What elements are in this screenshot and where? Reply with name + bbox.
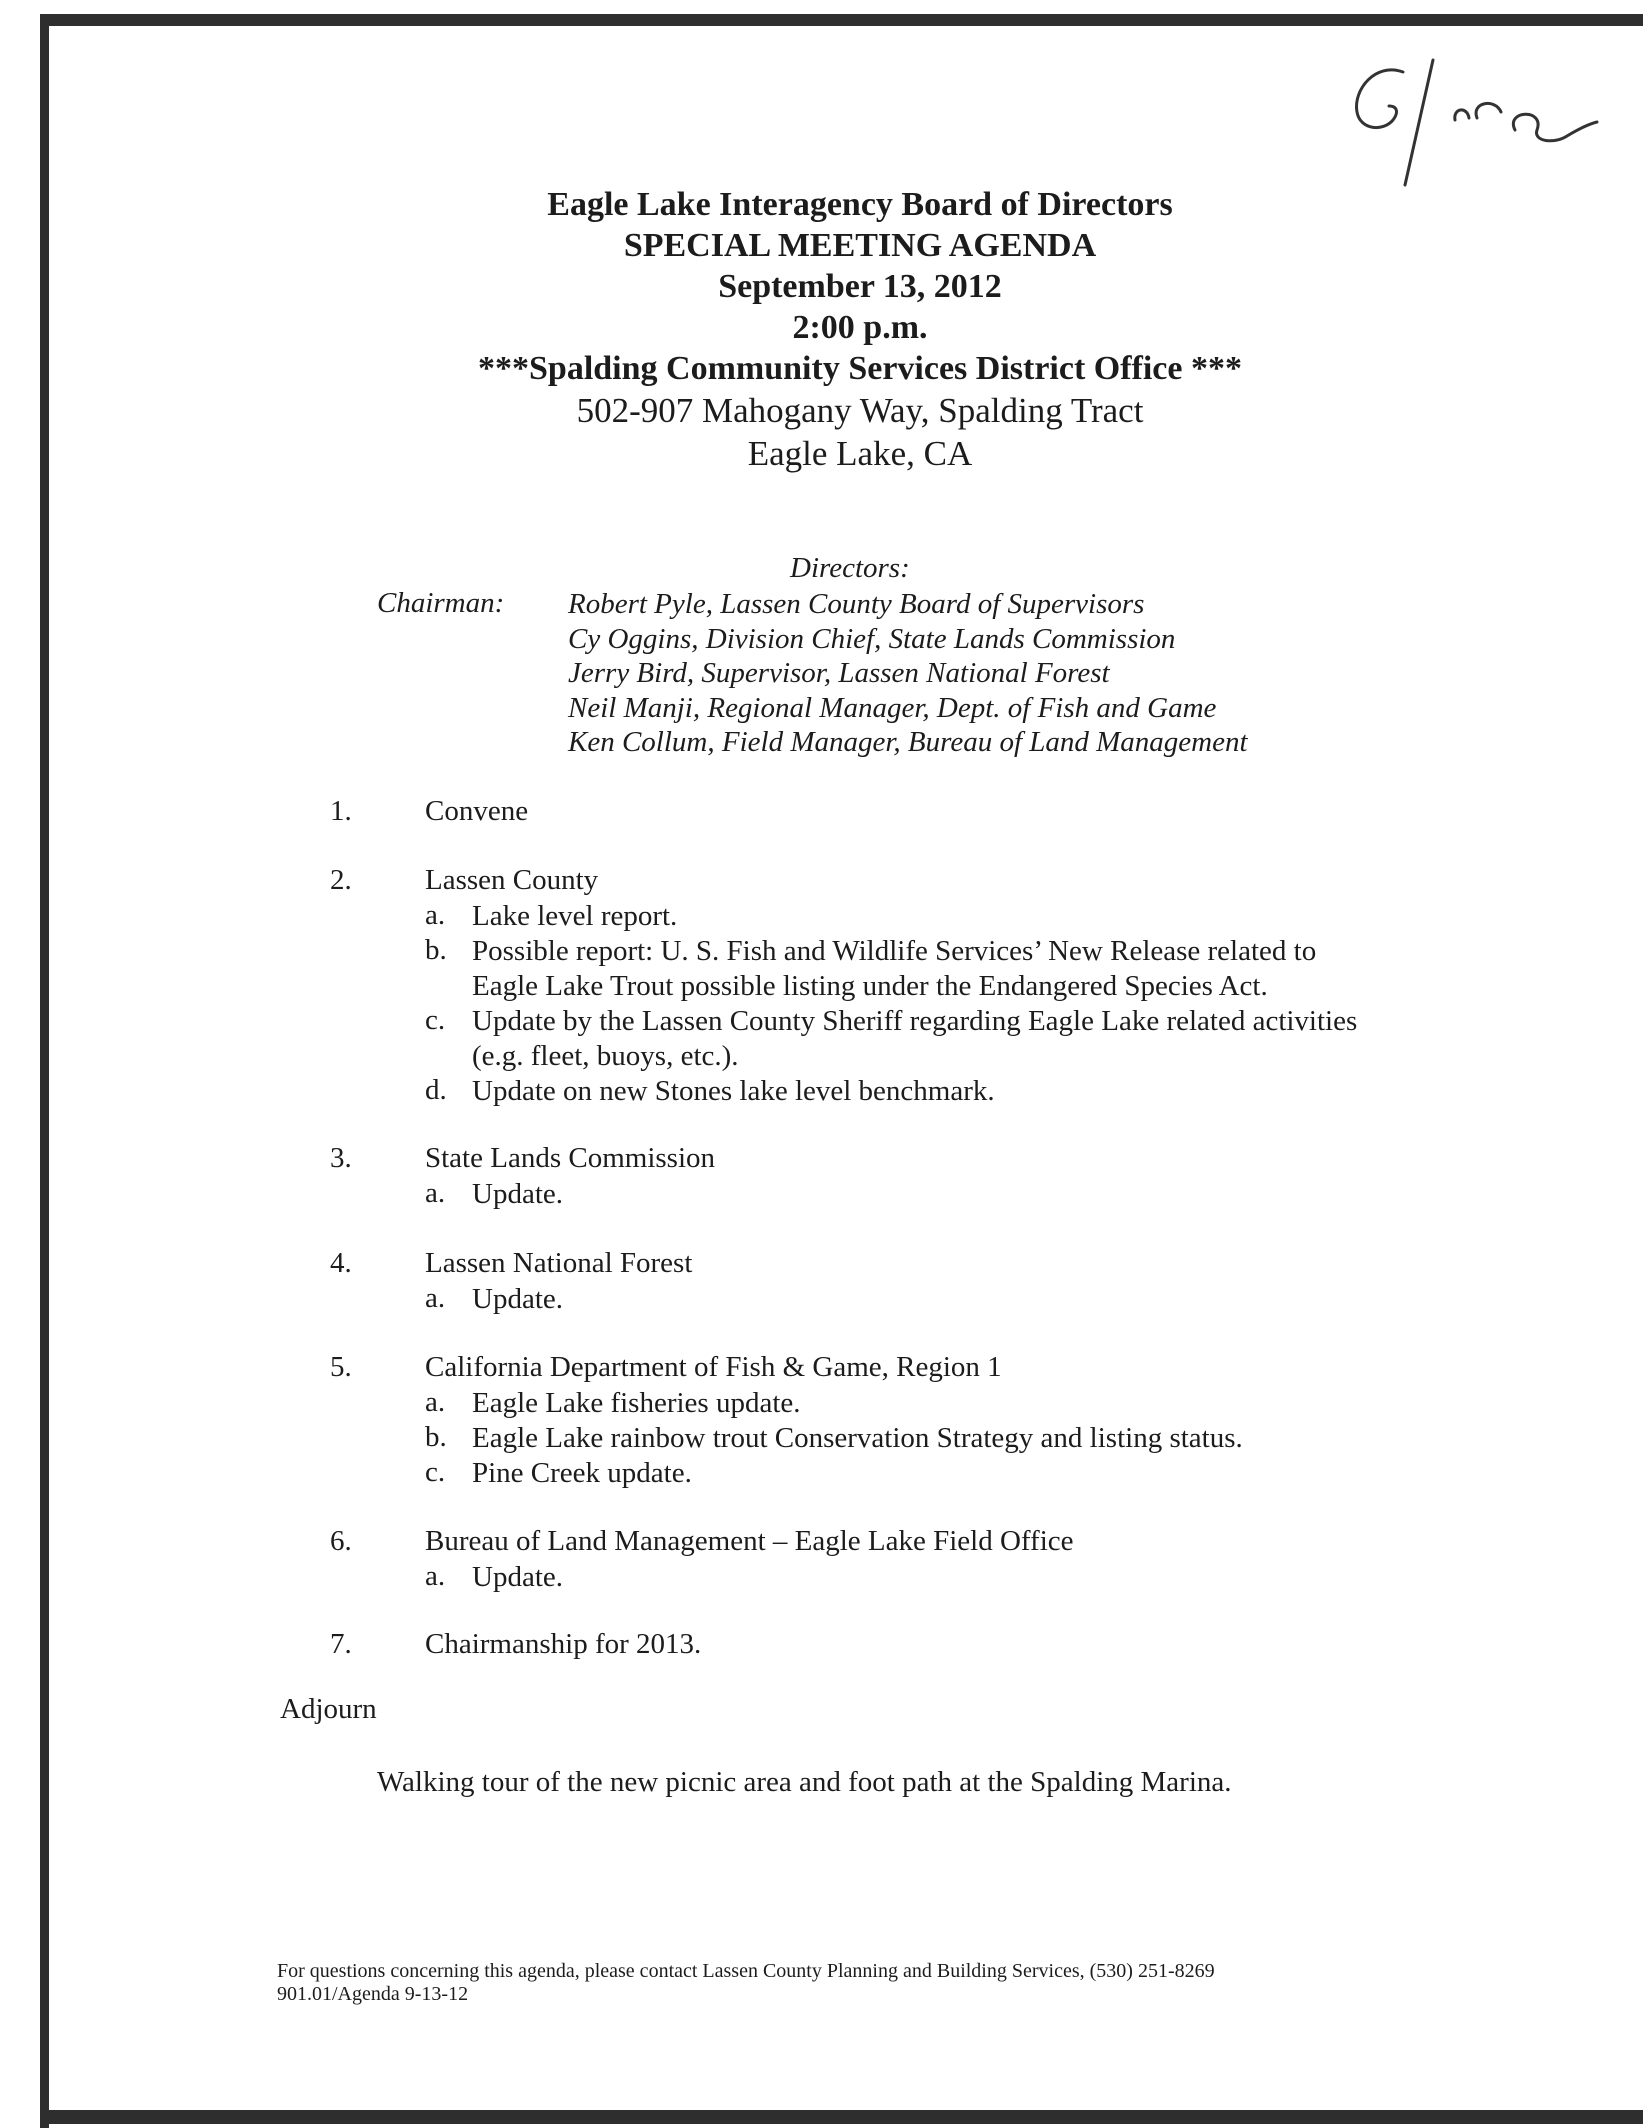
agenda-header bbox=[300, 184, 1420, 475]
item-number: 5. bbox=[330, 1351, 352, 1383]
item-number: 3. bbox=[330, 1142, 352, 1174]
adjourn-label: Adjourn bbox=[280, 1693, 377, 1725]
directors-list bbox=[568, 587, 1248, 760]
director-entry: Jerry Bird, Supervisor, Lassen National Forest bbox=[568, 657, 1110, 689]
item-number: 7. bbox=[330, 1628, 352, 1660]
walking-tour-note: Walking tour of the new picnic area and foot path at the Spalding Marina. bbox=[377, 1766, 1232, 1798]
sub-item-text: Update on new Stones lake level benchmark. bbox=[472, 1075, 995, 1107]
agenda-footer bbox=[277, 1960, 1215, 2006]
sub-item-letter: a. bbox=[425, 1282, 446, 1314]
chairman-label: Chairman: bbox=[377, 587, 505, 619]
sub-item-letter: a. bbox=[425, 1560, 446, 1592]
sub-item-text: Update. bbox=[472, 1561, 563, 1593]
item-number: 2. bbox=[330, 864, 352, 896]
meeting-type: SPECIAL MEETING AGENDA bbox=[623, 227, 1097, 264]
director-entry: Cy Oggins, Division Chief, State Lands Commission bbox=[568, 622, 1176, 655]
footer-reference: 901.01/Agenda 9-13-12 bbox=[277, 1983, 469, 2005]
scan-border-top bbox=[40, 14, 1643, 26]
director-entry: Neil Manji, Regional Manager, Dept. of Fish and Game bbox=[568, 691, 1217, 724]
sub-item-letter: c. bbox=[425, 1004, 446, 1036]
sub-item-text: (e.g. fleet, buoys, etc.). bbox=[472, 1040, 739, 1072]
meeting-time: 2:00 p.m. bbox=[792, 309, 928, 346]
sub-item-text: Lake level report. bbox=[472, 900, 678, 932]
sub-item-letter: b. bbox=[425, 934, 447, 966]
sub-item-text: Update. bbox=[472, 1178, 563, 1210]
item-number: 4. bbox=[330, 1247, 352, 1279]
sub-item-text: Eagle Lake Trout possible listing under the Endangered Species Act. bbox=[472, 970, 1268, 1002]
sub-item-letter: b. bbox=[425, 1421, 447, 1453]
scan-border-bottom bbox=[40, 2110, 1643, 2124]
sub-item-text: Update. bbox=[472, 1283, 563, 1315]
meeting-address: 502-907 Mahogany Way, Spalding Tract bbox=[576, 391, 1144, 430]
sub-item-letter: a. bbox=[425, 1386, 446, 1418]
meeting-date: September 13, 2012 bbox=[718, 268, 1002, 305]
handwritten-note bbox=[1345, 50, 1605, 200]
item-number: 1. bbox=[330, 795, 352, 827]
footer-contact: For questions concerning this agenda, please contact Lassen County Planning and Building Services, (530) 251-8269 bbox=[277, 1960, 1215, 1982]
item-title: Convene bbox=[425, 795, 529, 827]
item-title: Chairmanship for 2013. bbox=[425, 1628, 702, 1660]
sub-item-text: Possible report: U. S. Fish and Wildlife Services’ New Release related to bbox=[472, 935, 1317, 967]
board-title: Eagle Lake Interagency Board of Directors bbox=[547, 186, 1173, 223]
item-title: State Lands Commission bbox=[425, 1142, 715, 1174]
director-entry: Ken Collum, Field Manager, Bureau of Land Management bbox=[568, 726, 1248, 758]
meeting-location: ***Spalding Community Services District Office *** bbox=[478, 350, 1242, 387]
scan-border-left bbox=[40, 14, 49, 2128]
item-title: California Department of Fish & Game, Region 1 bbox=[425, 1351, 1002, 1383]
sub-item-text: Update by the Lassen County Sheriff regarding Eagle Lake related activities bbox=[472, 1005, 1358, 1037]
sub-item-text: Pine Creek update. bbox=[472, 1457, 692, 1489]
sub-item-letter: c. bbox=[425, 1456, 446, 1488]
sub-item-letter: a. bbox=[425, 899, 446, 931]
sub-item-text: Eagle Lake fisheries update. bbox=[472, 1387, 801, 1419]
item-title: Bureau of Land Management – Eagle Lake Field Office bbox=[425, 1525, 1074, 1557]
sub-item-text: Eagle Lake rainbow trout Conservation Strategy and listing status. bbox=[472, 1422, 1243, 1454]
meeting-city: Eagle Lake, CA bbox=[747, 434, 973, 473]
item-title: Lassen County bbox=[425, 864, 599, 896]
sub-item-letter: d. bbox=[425, 1074, 447, 1106]
item-title: Lassen National Forest bbox=[425, 1247, 693, 1279]
directors-heading: Directors: bbox=[790, 552, 910, 584]
director-entry: Robert Pyle, Lassen County Board of Supervisors bbox=[568, 588, 1145, 620]
item-number: 6. bbox=[330, 1525, 352, 1557]
sub-item-letter: a. bbox=[425, 1177, 446, 1209]
